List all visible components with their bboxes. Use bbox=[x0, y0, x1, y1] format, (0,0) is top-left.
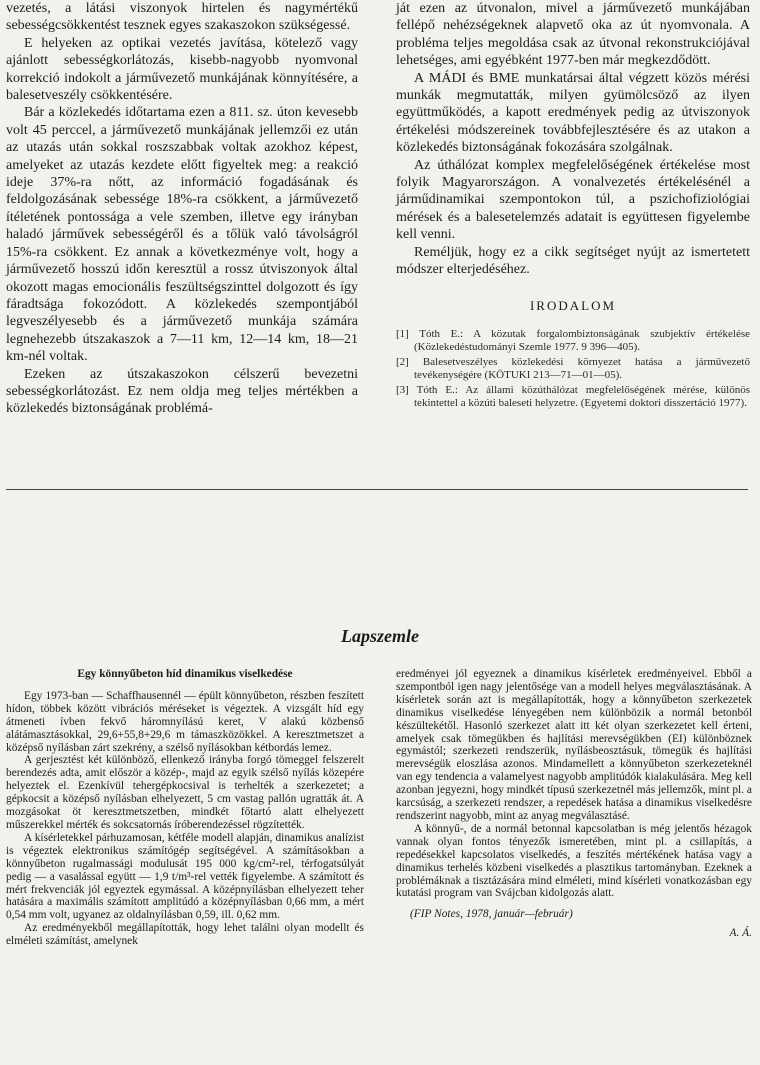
paragraph: A MÁDI és BME munkatársai által végzett közös mérési munkák megmutatták, milyen gyümölcsöző az ilyen együttműködés, a kapott eredmények pedig az útviszonyok értékelési módszereinek továbbfejlesztésére és az utakon a közlekedés biztonságának fokozására szolgálnak. bbox=[396, 70, 750, 156]
article-right-column bbox=[396, 668, 752, 940]
reference-item: [3] Tóth E.: Az állami közúthálózat megfelelőségének mérése, különös tekintettel a közúti baleseti helyzetre. (Egyetemi doktori disszertáció 1977). bbox=[396, 383, 750, 409]
article-left-column bbox=[6, 668, 364, 948]
reference-item: [2] Balesetveszélyes közlekedési környezet hatása a járművezető tevékenységére (KÖTUKI 213—71—01—05). bbox=[396, 355, 750, 381]
article-source: (FIP Notes, 1978, január—február) bbox=[410, 908, 573, 921]
paragraph: A könnyű-, de a normál betonnal kapcsolatban is még jelentős hézagok vannak olyan fontos tényezők ismeretében, mint pl. a csillapítás, a repedésekkel kapcsolatos viselkedés, a feszítés mértékének hatása vagy a dinamikus terhelés közbeni viselkedés a plasztikus tartományban. Ezeknek a problémáknak a tisztázására mind elméleti, mind kísérleti vonatkozásban egy kutatási program van Svájcban kidolgozás alatt. bbox=[396, 822, 752, 900]
paragraph: Az eredményekből megállapították, hogy lehet találni olyan modellt és elméleti számítást, amelynek bbox=[6, 922, 364, 948]
paragraph: ját ezen az útvonalon, mivel a járművezető munkájában fellépő nehézségeknek alapvető oka az út nyomvonala. A probléma teljes megoldása csak az útvonal rekonstrukciójával lehetséges, ami egyébként 1977-ben már megkezdődött. bbox=[396, 1, 750, 69]
top-left-column bbox=[6, 0, 358, 418]
paragraph: Ezeken az útszakaszokon célszerű bevezetni sebességkorlátozást. Ez nem oldja meg teljes mértékben a közlekedés biztonságának problémá- bbox=[6, 366, 358, 417]
bibliography-heading: IRODALOM bbox=[529, 297, 617, 313]
paragraph: Bár a közlekedés időtartama ezen a 811. sz. úton kevesebb volt 45 perccel, a járművezető munkájának jellemzői ez után az utazás után sokkal roszszabbak voltak azokhoz képest, amelyeket az utazás kezdete előtt figyeltek meg: a reakció ideje 37%-ra nőtt, az információ fogadásának és feldolgozásának sebessége 18%-ra csökkent, a járművezető ítéletének pontossága a vele szemben, illetve egy irányban haladó járművek sebességéről és a tőlük való távolságról 15%-ra csökkent. Ez annak a következménye volt, hogy a járművezető hosszú időn keresztül a rossz útviszonyok által okozott magas emocionális feszültségszinttel dolgozott és így fáradtsága fokozódott. A közlekedés szempontjából legveszélyesebb és a járművezető munkája számára legnehezebb útszakaszok a 7—11 km, 12—14 km, 18—21 km-nél voltak. bbox=[6, 105, 358, 365]
paragraph: Egy 1973-ban — Schaffhausennél — épült könnyűbeton, részben feszített hídon, többek között vibrációs méréseket is végeztek. A vizsgált híd egy átmeneti ívben fekvő háromnyílású keret, V alakú közbenső alátámasztásokkal, 29,6+55,8+29,6 m támaszközökkel. A keresztmetszet a középső nyílásban zárt szekrény, a szélső nyílásokban kétbordás lemez. bbox=[6, 689, 364, 754]
top-right-column bbox=[396, 0, 750, 412]
paragraph: Az úthálózat komplex megfelelőségének értékelése most folyik Magyarországon. A vonalvezetés értékelésénél a járműdinamikai szempontokon túl, a pszichofiziológiai mérések és a balesetelemzés adatait is együttesen figyelembe kell venni. bbox=[396, 157, 750, 243]
paragraph: eredményei jól egyeznek a dinamikus kísérletek eredményeivel. Ebből a szempontból igen nagy jelentősége van a modell helyes megválasztásának. A kísérletek során azt is megállapították, hogy a könnyűbeton szerkezetek dinamikus viselkedése lényegében nem különbözik a normál betonból készültekétől. Hasonló szerkezet alatt itt két olyan szerkezetet kell érteni, amelyek csak tömegükben és hajlítási merevségükben (EI) különböznek egymástól; szerkezeti rendszerük, nyílásbeosztásuk, tömegük és hajlítási merevségük eloszlása azonos. Mindamellett a könnyűbeton szerkezeteknél van egy tendencia a valamelyest nagyobb amplitúdók kialakulására. Meg kell azonban jegyezni, hogy mindkét típusú szerkezetnél más jellemzők, mint pl. a karcsúság, a szerkezeti rendszer, a repedések hatása a dinamikus viselkedésre rendszerint nagyobb, mint az anyag megválasztásé. bbox=[396, 668, 752, 822]
paragraph: vezetés, a látási viszonyok hirtelen és nagymértékű sebességcsökkentést tesznek egyes szakaszokon szükségessé. bbox=[6, 1, 358, 34]
paragraph: E helyeken az optikai vezetés javítása, kötelező vagy ajánlott sebességkorlátozás, kisebb-nagyobb nyomvonal korrekció indokolt a járművezető munkájának könnyítésére, a balesetveszély csökkentésére. bbox=[6, 35, 358, 104]
paragraph: A gerjesztést két különböző, ellenkező irányba forgó tömeggel felszerelt berendezés adta, amit először a közép-, majd az egyik szélső nyílás közepére helyeztek el. Ezenkívül tehergépkocsival is terhelték a szerkezetet; a gépkocsit a középső nyílásban elhelyezett, 5 cm vastag pallón ugratták át. A mozgásokat öt keresztmetszetben, mindkét főtartó alatt elhelyezett műszerekkel mérték és sokcsatornás íróberendezéssel rögzítették. bbox=[6, 754, 364, 831]
paragraph: Reméljük, hogy ez a cikk segítséget nyújt az ismertetett módszer elterjedéséhez. bbox=[396, 244, 750, 278]
author-initials: A. Á. bbox=[729, 927, 752, 940]
reference-item: [1] Tóth E.: A közutak forgalombiztonságának szubjektív értékelése (Közlekedéstudományi Szemle 1977. 9 396—405). bbox=[396, 327, 750, 353]
article-title: Egy könnyűbeton híd dinamikus viselkedése bbox=[77, 668, 293, 680]
paragraph: A kísérletekkel párhuzamosan, kétféle modell alapján, dinamikus analízist is végeztek elektronikus számítógép segítségével. A számításokban a könnyűbeton rugalmassági modulusát 195 000 kg/cm²-rel, térfogatsúlyát pedig — a vasalással együtt — 1,9 t/m³-rel vették figyelembe. A számított és mért frekvenciák jól egyeztek egymással. A középnyílásban elhelyezett teher hatására a maximális számított amplitúdó a középnyílásban 0,66 mm, a mért 0,54 mm volt, ugyanez az oldalnyílásban 0,59, ill. 0,62 mm. bbox=[6, 831, 364, 922]
section-title: Lapszemle bbox=[341, 626, 419, 646]
section-divider bbox=[6, 489, 748, 490]
